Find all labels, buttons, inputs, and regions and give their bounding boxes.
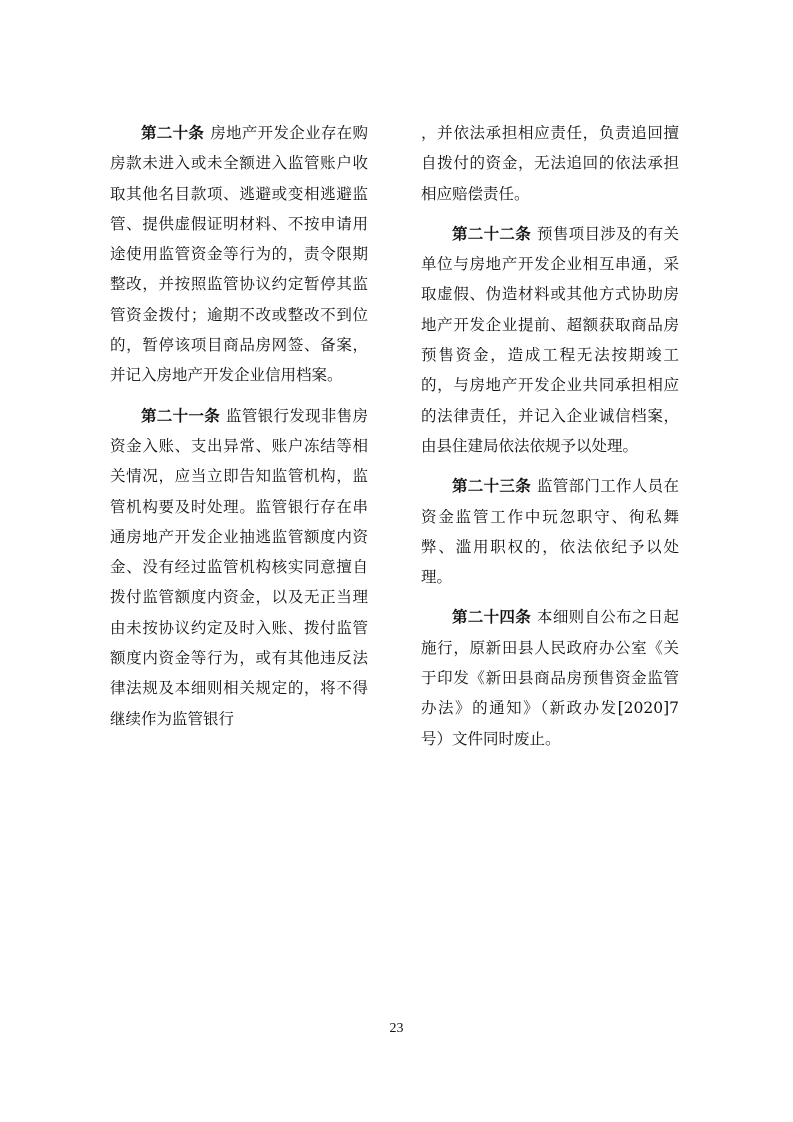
article-21: [110, 401, 368, 734]
article-24: [421, 602, 679, 753]
article-22-text: 预售项目涉及的有关单位与房地产开发企业相互串通，采取虚假、伪造材料或其他方式协助房地产开发企业提前、超额获取商品房预售资金，造成工程无法按期竣工的，与房地产开发企业共同承担相应的法律责任，并记入企业诚信档案，由县住建局依法依规予以处理。: [421, 224, 679, 455]
page-number: 23: [389, 1021, 404, 1036]
article-23: [421, 471, 679, 592]
article-20-text: 房地产开发企业存在购房款未进入或未全额进入监管账户收取其他名目款项、逃避或变相逃避监管、提供虚假证明材料、不按申请用途使用监管资金等行为的，责令限期整改，并按照监管协议约定暂停其监管资金拨付；逾期不改或整改不到位的，暂停该项目商品房网签、备案，并记入房地产开发企业信用档案。: [110, 124, 368, 385]
article-20: [110, 118, 368, 391]
article-24-label: 第二十四条: [452, 608, 532, 627]
article-21-continuation: [421, 118, 679, 209]
right-column: [421, 118, 679, 754]
article-21-continuation-text: ，并依法承担相应责任，负责追回擅自拨付的资金，无法追回的依法承担相应赔偿责任。: [421, 124, 679, 203]
article-23-label: 第二十三条: [452, 477, 532, 496]
article-20-label: 第二十条: [141, 124, 205, 142]
article-22: [421, 219, 679, 461]
article-24-text: 本细则自公布之日起施行，原新田县人民政府办公室《关于印发《新田县商品房预售资金监管办法》的通知》（新政办发[2020]7号）文件同时废止。: [421, 608, 679, 748]
article-21-label: 第二十一条: [141, 406, 221, 425]
article-21-text: 监管银行发现非售房资金入账、支出异常、账户冻结等相关情况，应当立即告知监管机构，监管机构要及时处理。监管银行存在串通房地产开发企业抽逃监管额度内资金、没有经过监管机构核实同意擅自拨付监管额度内资金，以及无正当理由未按协议约定及时入账、拨付监管额度内资金等行为，或有其他违反法律法规及本细则相关规定的，将不得继续作为监管银行: [110, 406, 368, 728]
article-23-text: 监管部门工作人员在资金监管工作中玩忽职守、徇私舞弊、滥用职权的，依法依纪予以处理。: [421, 477, 679, 587]
article-22-label: 第二十二条: [452, 224, 532, 243]
left-column: [110, 118, 368, 734]
